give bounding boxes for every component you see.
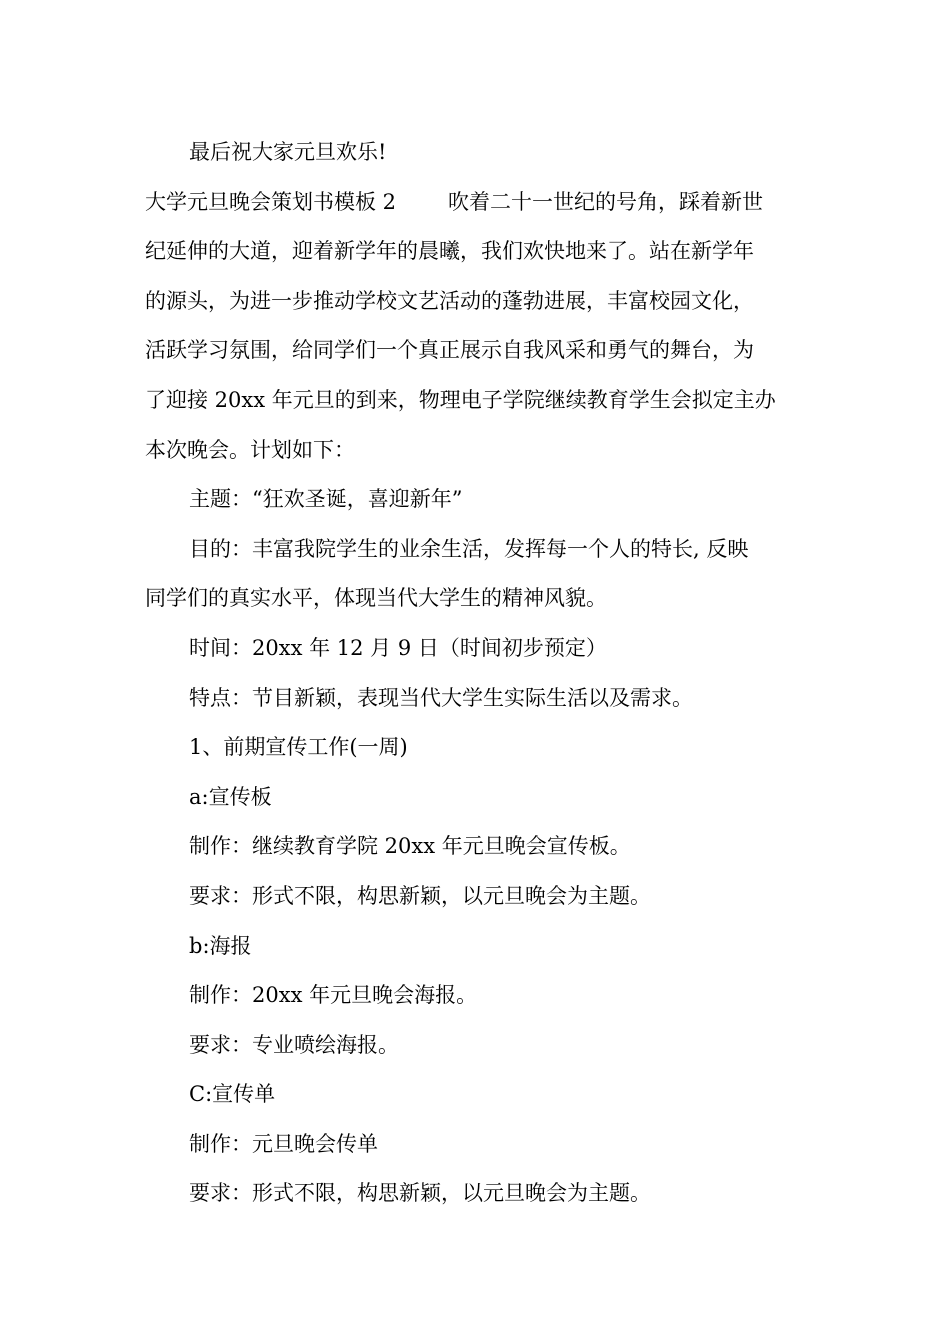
intro-line-6: 本次晚会。计划如下： xyxy=(145,437,355,462)
intro-line-1: 吹着二十一世纪的号角，踩着新世 xyxy=(448,189,764,214)
section-title: 大学元旦晚会策划书模板 2 xyxy=(145,189,397,214)
item-c-requirement: 要求：形式不限，构思新颖，以元旦晚会为主题。 xyxy=(189,1181,651,1206)
purpose-line-1: 目的：丰富我院学生的业余生活，发挥每一个人的特长, 反映 xyxy=(189,536,749,561)
item-a-make: 制作：继续教育学院 20xx 年元旦晚会宣传板。 xyxy=(189,834,631,859)
document-body xyxy=(145,128,807,1219)
section-title-line xyxy=(145,178,807,228)
theme-line: 主题：“狂欢圣诞，喜迎新年” xyxy=(189,487,463,512)
features-line: 特点：节目新颖，表现当代大学生实际生活以及需求。 xyxy=(189,685,693,710)
item-b-heading: b:海报 xyxy=(189,933,252,958)
purpose-line-2: 同学们的真实水平，体现当代大学生的精神风貌。 xyxy=(145,586,607,611)
item-b-requirement: 要求：专业喷绘海报。 xyxy=(189,1032,399,1057)
intro-line-2: 纪延伸的大道，迎着新学年的晨曦，我们欢快地来了。站在新学年 xyxy=(145,239,754,264)
intro-line-5: 了迎接 20xx 年元旦的到来，物理电子学院继续教育学生会拟定主办 xyxy=(145,387,776,412)
intro-line-3: 的源头，为进一步推动学校文艺活动的蓬勃进展，丰富校园文化， xyxy=(145,288,754,313)
step1-heading: 1、前期宣传工作(一周) xyxy=(189,735,408,760)
time-line: 时间：20xx 年 12 月 9 日（时间初步预定） xyxy=(189,635,607,660)
closing-line: 最后祝大家元旦欢乐! xyxy=(189,140,387,164)
item-b-make: 制作：20xx 年元旦晚会海报。 xyxy=(189,983,478,1008)
item-a-requirement: 要求：形式不限，构思新颖，以元旦晚会为主题。 xyxy=(189,883,651,908)
item-a-heading: a:宣传板 xyxy=(189,784,272,809)
item-c-heading: C:宣传单 xyxy=(189,1082,276,1107)
intro-line-4: 活跃学习氛围，给同学们一个真正展示自我风采和勇气的舞台，为 xyxy=(145,338,754,363)
item-c-make: 制作：元旦晚会传单 xyxy=(189,1131,378,1156)
